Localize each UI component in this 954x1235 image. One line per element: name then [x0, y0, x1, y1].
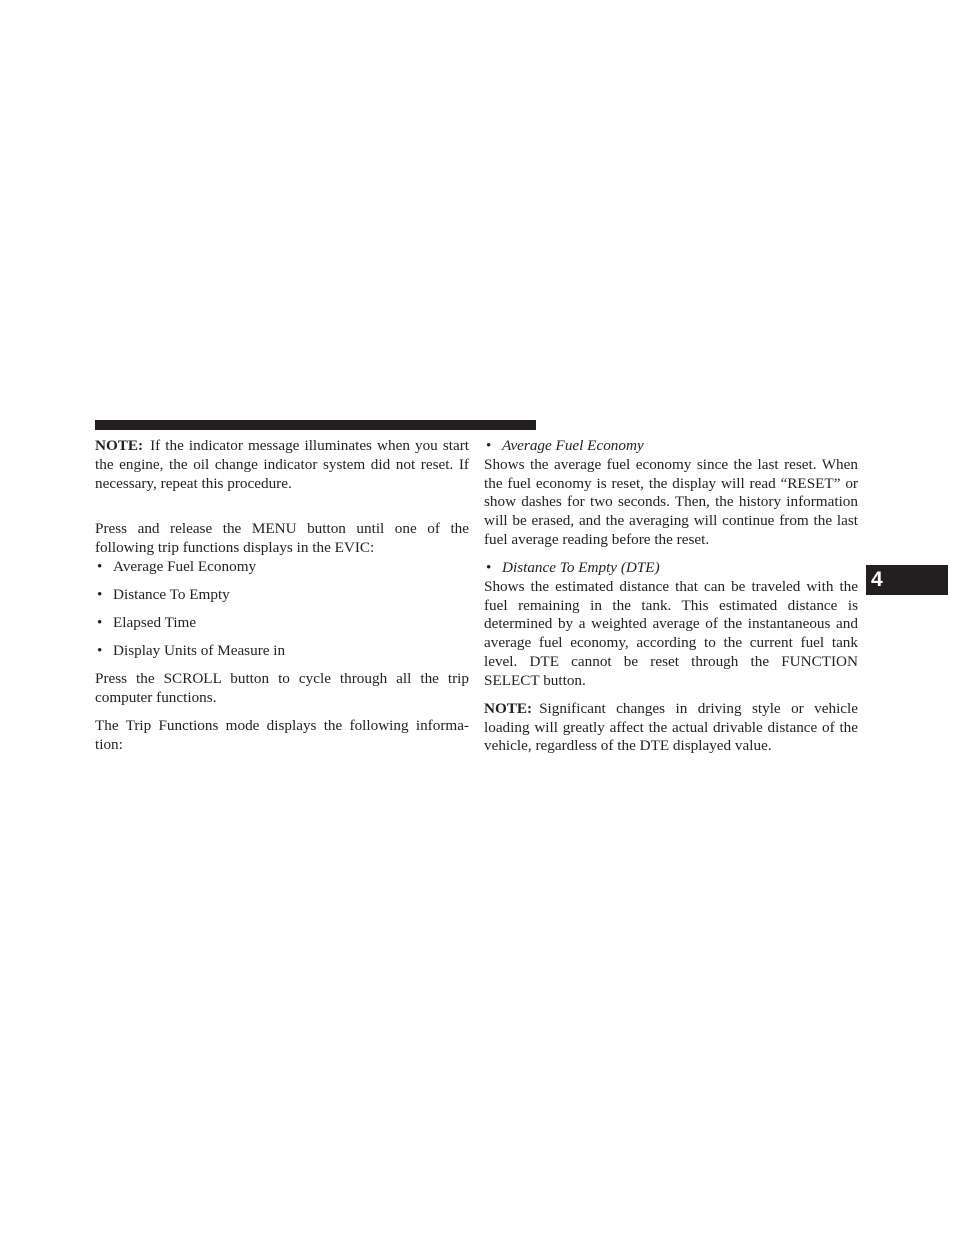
average-fuel-economy-heading: • Average Fuel Economy: [484, 437, 858, 456]
chapter-tab: 4: [866, 565, 948, 595]
note-text: If the indicator message illuminates when you start the engine, the oil change indicator system did not reset. If necessary, repeat this procedure.: [95, 437, 469, 492]
average-fuel-economy-text: Shows the average fuel economy since the last reset. When the fuel economy is reset, the display will read “RESET” or show dashes for two seconds. Then, the history information will be erased, and the averaging will continue from the last fuel average reading before the reset.: [484, 455, 858, 548]
trip-functions-list: [95, 558, 469, 661]
mode-intro-paragraph: The Trip Functions mode displays the following informa-tion:: [95, 716, 469, 753]
list-item: • Average Fuel Economy: [95, 558, 469, 577]
press-scroll-paragraph: Press the SCROLL button to cycle through all the trip computer functions.: [95, 669, 469, 706]
right-column: [484, 437, 858, 756]
left-column: [95, 437, 469, 754]
note-text: Significant changes in driving style or vehicle loading will greatly affect the actual drivable distance of the vehicle, regardless of the DTE displayed value.: [484, 699, 858, 755]
press-menu-paragraph: Press and release the MENU button until one of the following trip functions displays in the EVIC:: [95, 520, 469, 557]
note-dte: [484, 700, 858, 756]
distance-to-empty-text: Shows the estimated distance that can be traveled with the fuel remaining in the tank. This estimated distance is determined by a weighted average of the instantaneous and average fuel economy, according to the current fuel tank level. DTE cannot be reset through the FUNCTION SELECT button.: [484, 577, 858, 689]
list-item: • Distance To Empty: [95, 586, 469, 605]
note-label: NOTE:: [484, 699, 533, 717]
list-item: • Elapsed Time: [95, 614, 469, 633]
section-rule: [95, 420, 536, 430]
note-oil-change: [95, 437, 469, 493]
list-item: • Display Units of Measure in: [95, 642, 469, 661]
distance-to-empty-heading: • Distance To Empty (DTE): [484, 559, 858, 578]
note-label: NOTE:: [95, 437, 144, 454]
